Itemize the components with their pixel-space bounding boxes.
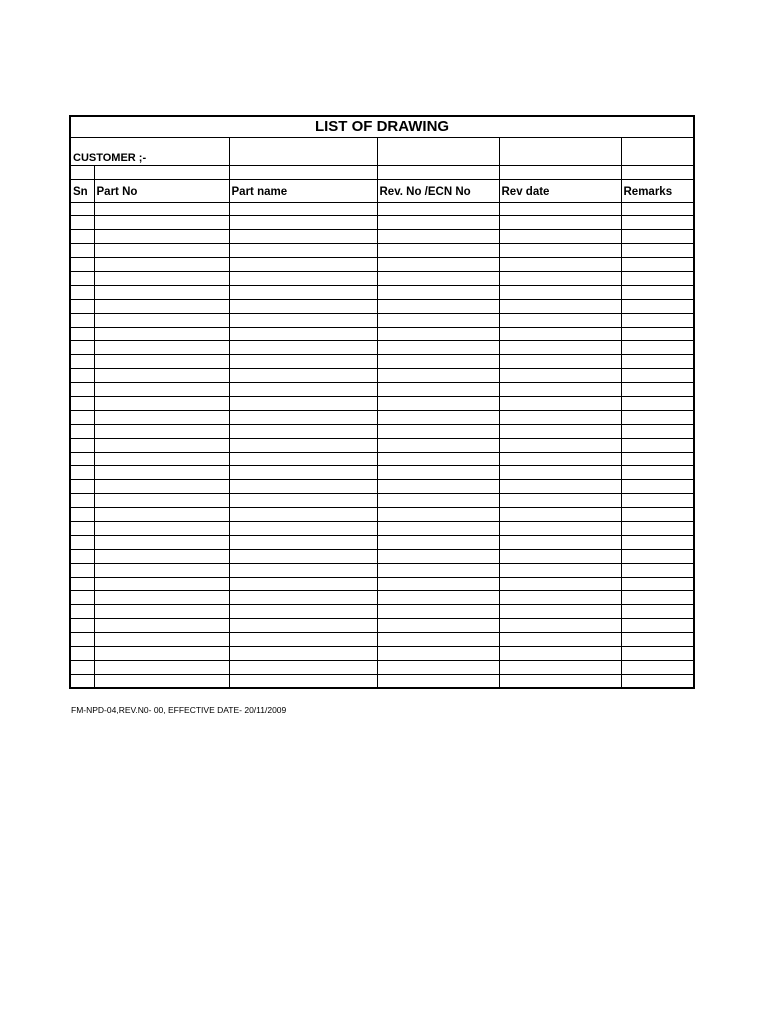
part-no-cell[interactable] bbox=[94, 480, 229, 494]
part-no-cell[interactable] bbox=[94, 647, 229, 661]
rev-date-cell[interactable] bbox=[499, 341, 621, 355]
rev-no-cell[interactable] bbox=[377, 605, 499, 619]
part-name-cell[interactable] bbox=[229, 202, 377, 216]
sn-cell[interactable] bbox=[70, 535, 94, 549]
remarks-cell[interactable] bbox=[621, 494, 694, 508]
remarks-cell[interactable] bbox=[621, 396, 694, 410]
remarks-cell[interactable] bbox=[621, 508, 694, 522]
column-header-remarks: Remarks bbox=[621, 179, 694, 202]
remarks-cell[interactable] bbox=[621, 452, 694, 466]
part-name-cell[interactable] bbox=[229, 327, 377, 341]
part-no-cell[interactable] bbox=[94, 396, 229, 410]
part-name-cell[interactable] bbox=[229, 452, 377, 466]
rev-no-cell[interactable] bbox=[377, 383, 499, 397]
part-name-cell[interactable] bbox=[229, 480, 377, 494]
table-row bbox=[70, 383, 694, 397]
table-row bbox=[70, 271, 694, 285]
sn-cell[interactable] bbox=[70, 480, 94, 494]
rev-date-cell[interactable] bbox=[499, 452, 621, 466]
rev-date-cell[interactable] bbox=[499, 563, 621, 577]
table-row bbox=[70, 633, 694, 647]
rev-no-cell[interactable] bbox=[377, 396, 499, 410]
part-no-cell[interactable] bbox=[94, 633, 229, 647]
part-name-cell[interactable] bbox=[229, 244, 377, 258]
rev-no-cell[interactable] bbox=[377, 271, 499, 285]
sn-cell[interactable] bbox=[70, 619, 94, 633]
sn-cell[interactable] bbox=[70, 230, 94, 244]
rev-date-cell[interactable] bbox=[499, 202, 621, 216]
part-name-cell[interactable] bbox=[229, 299, 377, 313]
rev-date-cell[interactable] bbox=[499, 230, 621, 244]
drawing-list-form bbox=[69, 115, 693, 689]
rev-no-cell[interactable] bbox=[377, 258, 499, 272]
remarks-cell[interactable] bbox=[621, 535, 694, 549]
rev-no-cell[interactable] bbox=[377, 466, 499, 480]
column-header-rev-no: Rev. No /ECN No bbox=[377, 179, 499, 202]
part-no-cell[interactable] bbox=[94, 410, 229, 424]
remarks-cell[interactable] bbox=[621, 355, 694, 369]
rev-date-cell[interactable] bbox=[499, 369, 621, 383]
rev-date-cell[interactable] bbox=[499, 508, 621, 522]
part-no-cell[interactable] bbox=[94, 313, 229, 327]
table-row bbox=[70, 230, 694, 244]
remarks-cell[interactable] bbox=[621, 313, 694, 327]
part-no-cell[interactable] bbox=[94, 535, 229, 549]
part-name-cell[interactable] bbox=[229, 563, 377, 577]
part-no-cell[interactable] bbox=[94, 494, 229, 508]
sn-cell[interactable] bbox=[70, 341, 94, 355]
part-name-cell[interactable] bbox=[229, 605, 377, 619]
part-no-cell[interactable] bbox=[94, 619, 229, 633]
table-row bbox=[70, 563, 694, 577]
table-row bbox=[70, 674, 694, 688]
part-no-cell[interactable] bbox=[94, 299, 229, 313]
part-name-cell[interactable] bbox=[229, 633, 377, 647]
rev-no-cell[interactable] bbox=[377, 549, 499, 563]
sn-cell[interactable] bbox=[70, 452, 94, 466]
part-no-cell[interactable] bbox=[94, 591, 229, 605]
table-row bbox=[70, 480, 694, 494]
part-name-cell[interactable] bbox=[229, 549, 377, 563]
table-row bbox=[70, 508, 694, 522]
part-no-cell[interactable] bbox=[94, 424, 229, 438]
sn-cell[interactable] bbox=[70, 674, 94, 688]
rev-no-cell[interactable] bbox=[377, 633, 499, 647]
rev-no-cell[interactable] bbox=[377, 619, 499, 633]
remarks-cell[interactable] bbox=[621, 619, 694, 633]
remarks-cell[interactable] bbox=[621, 466, 694, 480]
rev-date-cell[interactable] bbox=[499, 521, 621, 535]
table-row bbox=[70, 494, 694, 508]
sn-cell[interactable] bbox=[70, 549, 94, 563]
rev-date-cell[interactable] bbox=[499, 313, 621, 327]
rev-no-cell[interactable] bbox=[377, 494, 499, 508]
rev-date-cell[interactable] bbox=[499, 549, 621, 563]
sn-cell[interactable] bbox=[70, 563, 94, 577]
part-name-cell[interactable] bbox=[229, 341, 377, 355]
part-no-cell[interactable] bbox=[94, 355, 229, 369]
rev-date-cell[interactable] bbox=[499, 355, 621, 369]
sn-cell[interactable] bbox=[70, 605, 94, 619]
rev-no-cell[interactable] bbox=[377, 299, 499, 313]
part-no-cell[interactable] bbox=[94, 341, 229, 355]
part-no-cell[interactable] bbox=[94, 383, 229, 397]
part-no-cell[interactable] bbox=[94, 466, 229, 480]
sn-cell[interactable] bbox=[70, 383, 94, 397]
sn-cell[interactable] bbox=[70, 216, 94, 230]
sn-cell[interactable] bbox=[70, 410, 94, 424]
remarks-cell[interactable] bbox=[621, 660, 694, 674]
sn-cell[interactable] bbox=[70, 438, 94, 452]
remarks-cell[interactable] bbox=[621, 383, 694, 397]
part-no-cell[interactable] bbox=[94, 605, 229, 619]
remarks-cell[interactable] bbox=[621, 480, 694, 494]
rev-no-cell[interactable] bbox=[377, 424, 499, 438]
remarks-cell[interactable] bbox=[621, 577, 694, 591]
table-row bbox=[70, 438, 694, 452]
part-name-cell[interactable] bbox=[229, 466, 377, 480]
table-row bbox=[70, 202, 694, 216]
title-row bbox=[70, 116, 694, 137]
rev-no-cell[interactable] bbox=[377, 410, 499, 424]
sn-cell[interactable] bbox=[70, 244, 94, 258]
table-row bbox=[70, 341, 694, 355]
table-row bbox=[70, 216, 694, 230]
table-row bbox=[70, 424, 694, 438]
sn-cell[interactable] bbox=[70, 494, 94, 508]
table-row bbox=[70, 452, 694, 466]
remarks-cell[interactable] bbox=[621, 647, 694, 661]
sn-cell[interactable] bbox=[70, 271, 94, 285]
part-name-cell[interactable] bbox=[229, 577, 377, 591]
sn-cell[interactable] bbox=[70, 202, 94, 216]
sn-cell[interactable] bbox=[70, 577, 94, 591]
rev-no-cell[interactable] bbox=[377, 647, 499, 661]
customer-label: CUSTOMER ;- bbox=[70, 137, 229, 165]
table-row bbox=[70, 285, 694, 299]
table-row bbox=[70, 396, 694, 410]
rev-no-cell[interactable] bbox=[377, 508, 499, 522]
rev-no-cell[interactable] bbox=[377, 216, 499, 230]
remarks-cell[interactable] bbox=[621, 216, 694, 230]
sn-cell[interactable] bbox=[70, 466, 94, 480]
rev-date-cell[interactable] bbox=[499, 480, 621, 494]
part-no-cell[interactable] bbox=[94, 577, 229, 591]
table-row bbox=[70, 369, 694, 383]
sn-cell[interactable] bbox=[70, 591, 94, 605]
part-name-cell[interactable] bbox=[229, 508, 377, 522]
part-name-cell[interactable] bbox=[229, 355, 377, 369]
rev-date-cell[interactable] bbox=[499, 674, 621, 688]
part-name-cell[interactable] bbox=[229, 313, 377, 327]
sn-cell[interactable] bbox=[70, 299, 94, 313]
customer-row bbox=[70, 137, 694, 165]
rev-no-cell[interactable] bbox=[377, 535, 499, 549]
customer-cell[interactable] bbox=[621, 137, 694, 165]
sn-cell[interactable] bbox=[70, 369, 94, 383]
rev-no-cell[interactable] bbox=[377, 202, 499, 216]
table-row bbox=[70, 605, 694, 619]
sn-cell[interactable] bbox=[70, 396, 94, 410]
part-name-cell[interactable] bbox=[229, 535, 377, 549]
remarks-cell[interactable] bbox=[621, 591, 694, 605]
spacer-cell bbox=[94, 165, 229, 179]
rev-date-cell[interactable] bbox=[499, 299, 621, 313]
column-header-part-no: Part No bbox=[94, 179, 229, 202]
part-name-cell[interactable] bbox=[229, 271, 377, 285]
part-name-cell[interactable] bbox=[229, 424, 377, 438]
rev-date-cell[interactable] bbox=[499, 647, 621, 661]
sn-cell[interactable] bbox=[70, 633, 94, 647]
remarks-cell[interactable] bbox=[621, 341, 694, 355]
remarks-cell[interactable] bbox=[621, 605, 694, 619]
sn-cell[interactable] bbox=[70, 313, 94, 327]
rev-date-cell[interactable] bbox=[499, 438, 621, 452]
spacer-row bbox=[70, 165, 694, 179]
part-no-cell[interactable] bbox=[94, 327, 229, 341]
column-header-row bbox=[70, 179, 694, 202]
table-row bbox=[70, 410, 694, 424]
part-no-cell[interactable] bbox=[94, 271, 229, 285]
rev-date-cell[interactable] bbox=[499, 577, 621, 591]
rev-no-cell[interactable] bbox=[377, 521, 499, 535]
rev-date-cell[interactable] bbox=[499, 383, 621, 397]
sn-cell[interactable] bbox=[70, 258, 94, 272]
rev-no-cell[interactable] bbox=[377, 480, 499, 494]
table-row bbox=[70, 521, 694, 535]
remarks-cell[interactable] bbox=[621, 327, 694, 341]
part-no-cell[interactable] bbox=[94, 369, 229, 383]
part-name-cell[interactable] bbox=[229, 383, 377, 397]
rev-date-cell[interactable] bbox=[499, 535, 621, 549]
rev-no-cell[interactable] bbox=[377, 674, 499, 688]
part-no-cell[interactable] bbox=[94, 549, 229, 563]
rev-no-cell[interactable] bbox=[377, 577, 499, 591]
sn-cell[interactable] bbox=[70, 508, 94, 522]
table-row bbox=[70, 466, 694, 480]
sn-cell[interactable] bbox=[70, 424, 94, 438]
rev-date-cell[interactable] bbox=[499, 244, 621, 258]
rev-date-cell[interactable] bbox=[499, 591, 621, 605]
table-row bbox=[70, 619, 694, 633]
rev-date-cell[interactable] bbox=[499, 660, 621, 674]
sn-cell[interactable] bbox=[70, 327, 94, 341]
sn-cell[interactable] bbox=[70, 355, 94, 369]
part-no-cell[interactable] bbox=[94, 230, 229, 244]
table-row bbox=[70, 660, 694, 674]
remarks-cell[interactable] bbox=[621, 549, 694, 563]
remarks-cell[interactable] bbox=[621, 299, 694, 313]
remarks-cell[interactable] bbox=[621, 521, 694, 535]
remarks-cell[interactable] bbox=[621, 674, 694, 688]
drawing-list-table bbox=[69, 115, 695, 689]
remarks-cell[interactable] bbox=[621, 271, 694, 285]
remarks-cell[interactable] bbox=[621, 410, 694, 424]
part-name-cell[interactable] bbox=[229, 369, 377, 383]
rev-date-cell[interactable] bbox=[499, 258, 621, 272]
customer-cell[interactable] bbox=[377, 137, 499, 165]
customer-cell[interactable] bbox=[229, 137, 377, 165]
table-row bbox=[70, 355, 694, 369]
table-row bbox=[70, 549, 694, 563]
part-no-cell[interactable] bbox=[94, 285, 229, 299]
rev-no-cell[interactable] bbox=[377, 327, 499, 341]
rev-date-cell[interactable] bbox=[499, 605, 621, 619]
rev-no-cell[interactable] bbox=[377, 369, 499, 383]
remarks-cell[interactable] bbox=[621, 244, 694, 258]
spacer-cell bbox=[499, 165, 621, 179]
remarks-cell[interactable] bbox=[621, 258, 694, 272]
part-name-cell[interactable] bbox=[229, 647, 377, 661]
part-name-cell[interactable] bbox=[229, 258, 377, 272]
remarks-cell[interactable] bbox=[621, 285, 694, 299]
part-name-cell[interactable] bbox=[229, 674, 377, 688]
rev-date-cell[interactable] bbox=[499, 494, 621, 508]
part-name-cell[interactable] bbox=[229, 521, 377, 535]
part-no-cell[interactable] bbox=[94, 258, 229, 272]
remarks-cell[interactable] bbox=[621, 633, 694, 647]
remarks-cell[interactable] bbox=[621, 369, 694, 383]
part-name-cell[interactable] bbox=[229, 410, 377, 424]
part-name-cell[interactable] bbox=[229, 494, 377, 508]
rev-date-cell[interactable] bbox=[499, 327, 621, 341]
remarks-cell[interactable] bbox=[621, 202, 694, 216]
rev-date-cell[interactable] bbox=[499, 424, 621, 438]
table-row bbox=[70, 327, 694, 341]
remarks-cell[interactable] bbox=[621, 424, 694, 438]
rev-no-cell[interactable] bbox=[377, 341, 499, 355]
table-row bbox=[70, 535, 694, 549]
table-row bbox=[70, 577, 694, 591]
rev-no-cell[interactable] bbox=[377, 660, 499, 674]
rev-date-cell[interactable] bbox=[499, 396, 621, 410]
remarks-cell[interactable] bbox=[621, 438, 694, 452]
rev-no-cell[interactable] bbox=[377, 244, 499, 258]
rev-date-cell[interactable] bbox=[499, 285, 621, 299]
spacer-cell bbox=[229, 165, 377, 179]
rev-date-cell[interactable] bbox=[499, 271, 621, 285]
part-no-cell[interactable] bbox=[94, 660, 229, 674]
part-no-cell[interactable] bbox=[94, 244, 229, 258]
form-footer-reference: FM-NPD-04,REV.N0- 00, EFFECTIVE DATE- 20/11/2009 bbox=[71, 705, 287, 715]
sn-cell[interactable] bbox=[70, 647, 94, 661]
spacer-cell bbox=[377, 165, 499, 179]
part-name-cell[interactable] bbox=[229, 230, 377, 244]
part-no-cell[interactable] bbox=[94, 438, 229, 452]
column-header-rev-date: Rev date bbox=[499, 179, 621, 202]
part-name-cell[interactable] bbox=[229, 660, 377, 674]
form-title: LIST OF DRAWING bbox=[70, 116, 694, 137]
rev-no-cell[interactable] bbox=[377, 313, 499, 327]
part-name-cell[interactable] bbox=[229, 216, 377, 230]
sn-cell[interactable] bbox=[70, 660, 94, 674]
table-row bbox=[70, 647, 694, 661]
part-no-cell[interactable] bbox=[94, 521, 229, 535]
rev-no-cell[interactable] bbox=[377, 355, 499, 369]
part-no-cell[interactable] bbox=[94, 674, 229, 688]
sn-cell[interactable] bbox=[70, 521, 94, 535]
part-no-cell[interactable] bbox=[94, 508, 229, 522]
remarks-cell[interactable] bbox=[621, 230, 694, 244]
rev-no-cell[interactable] bbox=[377, 563, 499, 577]
rev-no-cell[interactable] bbox=[377, 452, 499, 466]
column-header-part-name: Part name bbox=[229, 179, 377, 202]
table-row bbox=[70, 244, 694, 258]
part-name-cell[interactable] bbox=[229, 396, 377, 410]
part-no-cell[interactable] bbox=[94, 452, 229, 466]
rev-date-cell[interactable] bbox=[499, 619, 621, 633]
customer-cell[interactable] bbox=[499, 137, 621, 165]
part-no-cell[interactable] bbox=[94, 202, 229, 216]
remarks-cell[interactable] bbox=[621, 563, 694, 577]
rev-date-cell[interactable] bbox=[499, 216, 621, 230]
part-no-cell[interactable] bbox=[94, 216, 229, 230]
rev-date-cell[interactable] bbox=[499, 633, 621, 647]
rev-date-cell[interactable] bbox=[499, 466, 621, 480]
column-header-sn: Sn bbox=[70, 179, 94, 202]
part-name-cell[interactable] bbox=[229, 285, 377, 299]
rev-no-cell[interactable] bbox=[377, 591, 499, 605]
rev-date-cell[interactable] bbox=[499, 410, 621, 424]
table-row bbox=[70, 591, 694, 605]
table-row bbox=[70, 258, 694, 272]
part-no-cell[interactable] bbox=[94, 563, 229, 577]
spacer-cell bbox=[70, 165, 94, 179]
table-row bbox=[70, 313, 694, 327]
part-name-cell[interactable] bbox=[229, 619, 377, 633]
sn-cell[interactable] bbox=[70, 285, 94, 299]
part-name-cell[interactable] bbox=[229, 591, 377, 605]
table-row bbox=[70, 299, 694, 313]
spacer-cell bbox=[621, 165, 694, 179]
rev-no-cell[interactable] bbox=[377, 230, 499, 244]
part-name-cell[interactable] bbox=[229, 438, 377, 452]
rev-no-cell[interactable] bbox=[377, 285, 499, 299]
rev-no-cell[interactable] bbox=[377, 438, 499, 452]
